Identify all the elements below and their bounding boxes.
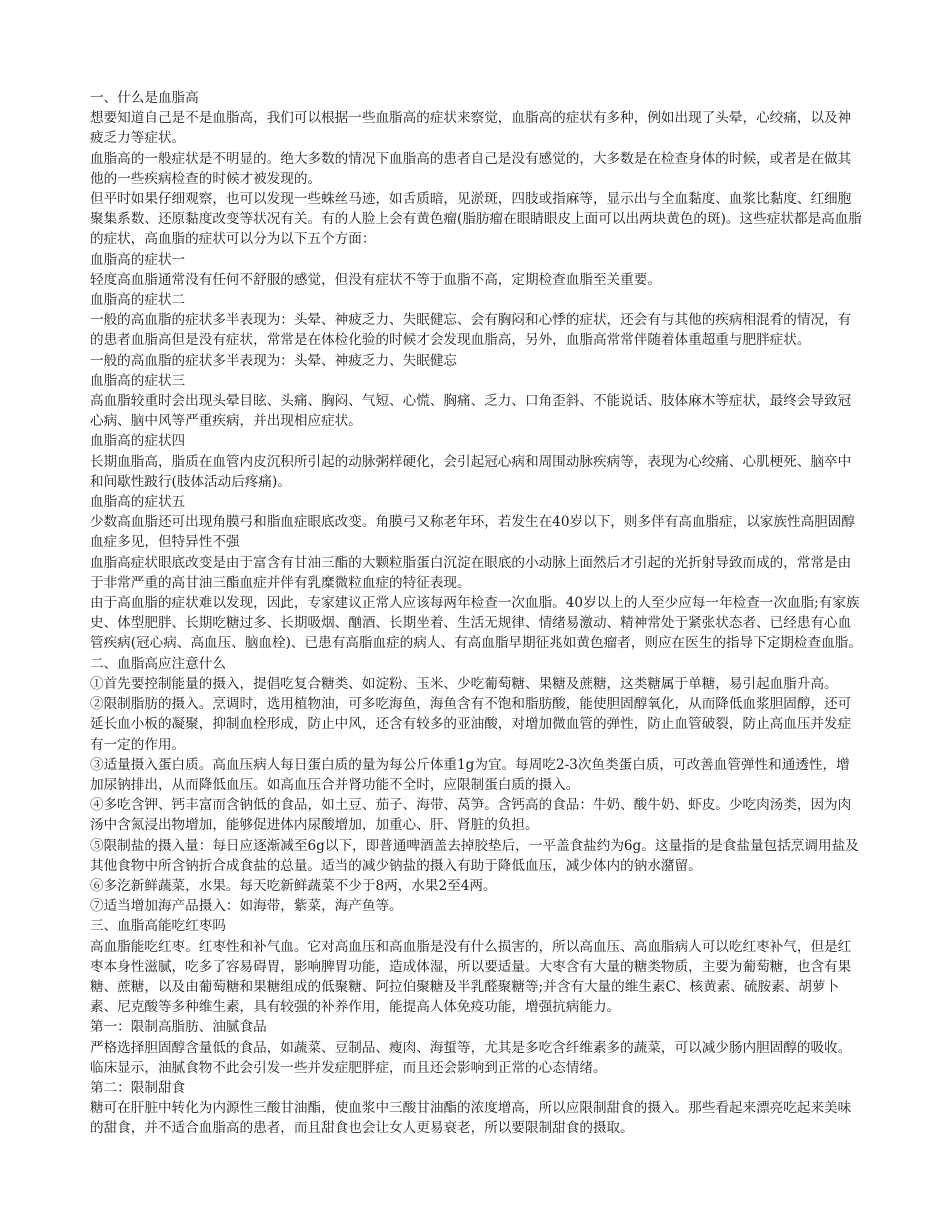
paragraph: 糖可在肝脏中转化为内源性三酸甘油酯，使血浆中三酸甘油酯的浓度增高，所以应限制甜食的摄入。那些看起来漂亮吃起来美味的甜食，并不适合血脂高的患者，而且甜食也会让女人更易衰老，所以要限制甜食的摄取。 bbox=[90, 1100, 852, 1137]
subheading: 第二：限制甜食 bbox=[90, 1079, 186, 1096]
subheading: 血脂高的症状三 bbox=[90, 372, 186, 389]
paragraph: 但平时如果仔细观察，也可以发现一些蛛丝马迹，如舌质暗，见淤斑，四肢或指麻等，显示出与全血黏度、血浆比黏度、红细胞聚集系数、还原黏度改变等状况有关。有的人脸上会有黄色瘤(脂肪瘤在眼睛眼皮上面可以出两块黄色的斑)。这些症状都是高血脂的症状，高血脂的症状可以分为以下五个方面： bbox=[90, 191, 862, 248]
list-item: ④多吃含钾、钙丰富而含钠低的食品，如土豆、茄子、海带、莴笋。含钙高的食品：牛奶、酸牛奶、虾皮。少吃肉汤类，因为肉汤中含氮浸出物增加，能够促进体内尿酸增加，加重心、肝、肾脏的负担。 bbox=[90, 797, 852, 834]
paragraph: 一般的高血脂的症状多半表现为：头晕、神疲乏力、失眠健忘 bbox=[90, 352, 458, 369]
paragraph: 想要知道自己是不是血脂高，我们可以根据一些血脂高的症状来察觉，血脂高的症状有多种，例如出现了头晕，心绞痛，以及神疲乏力等症状。 bbox=[90, 110, 852, 147]
subheading: 血脂高的症状二 bbox=[90, 292, 186, 309]
paragraph: 一般的高血脂的症状多半表现为：头晕、神疲乏力、失眠健忘、会有胸闷和心悸的症状，还会有与其他的疾病相混肴的情况，有的患者血脂高但是没有症状，常常是在体检化验的时候才会发现血脂高，另外，血脂高常常伴随着体重超重与肥胖症状。 bbox=[90, 312, 852, 349]
paragraph: 血脂高的一般症状是不明显的。绝大多数的情况下血脂高的患者自己是没有感觉的，大多数是在检查身体的时候，或者是在做其他的一些疾病检查的时候才被发现的。 bbox=[90, 150, 852, 187]
list-item: ①首先要控制能量的摄入，提倡吃复合糖类、如淀粉、玉米、少吃葡萄糖、果糖及蔗糖，这类糖属于单糖，易引起血脂升高。 bbox=[90, 675, 838, 692]
paragraph: 长期血脂高，脂质在血管内皮沉积所引起的动脉粥样硬化，会引起冠心病和周围动脉疾病等，表现为心绞痛、心肌梗死、脑卒中和间歇性跛行(肢体活动后疼痛)。 bbox=[90, 453, 852, 490]
section-heading: 三、血脂高能吃红枣吗 bbox=[90, 918, 226, 935]
subheading: 血脂高的症状四 bbox=[90, 433, 186, 450]
subheading: 血脂高的症状五 bbox=[90, 494, 186, 511]
paragraph: 高血脂能吃红枣。红枣性和补气血。它对高血压和高血脂是没有什么损害的，所以高血压、高血脂病人可以吃红枣补气，但是红枣本身性滋腻，吃多了容易碍胃，影响脾胃功能，造成体湿，所以要适量。大枣含有大量的糖类物质，主要为葡萄糖，也含有果糖、蔗糖，以及由葡萄糖和果糖组成的低聚糖、阿拉伯聚糖及半乳醛聚糖等;并含有大量的维生素C、核黄素、硫胺素、胡萝卜素、尼克酸等多种维生素，具有较强的补养作用，能提高人体免疫功能，增强抗病能力。 bbox=[90, 938, 852, 1016]
subheading: 血脂高的症状一 bbox=[90, 251, 186, 268]
list-item: ⑥多汔新鲜蔬菜，水果。每天吃新鲜蔬菜不少于8两，水果2至4两。 bbox=[90, 877, 497, 894]
list-item: ③适量摄入蛋白质。高血压病人每日蛋白质的量为每公斤体重1g为宜。每周吃2-3次鱼类蛋白质，可改善血管弹性和通透性，增加尿钠排出，从而降低血压。如高血压合并肾功能不全时，应限制蛋白质的摄入。 bbox=[90, 756, 850, 793]
section-heading: 一、什么是血脂高 bbox=[90, 90, 199, 106]
paragraph: 轻度高血脂通常没有任何不舒服的感觉，但没有症状不等于血脂不高，定期检查血脂至关重要。 bbox=[90, 271, 661, 288]
paragraph: 血脂高症状眼底改变是由于富含有甘油三酯的大颗粒脂蛋白沉淀在眼底的小动脉上面然后才引起的光折射导致而成的，常常是由于非常严重的高甘油三酯血症并伴有乳糜微粒血症的特征表现。 bbox=[90, 554, 852, 591]
list-item: ②限制脂肪的摄入。烹调时，选用植物油，可多吃海鱼，海鱼含有不饱和脂肪酸，能使胆固醇氧化，从而降低血浆胆固醇，还可延长血小板的凝聚，抑制血栓形成，防止中风，还含有较多的亚油酸，对增加微血管的弹性，防止血管破裂，防止高血压并发症有一定的作用。 bbox=[90, 696, 852, 753]
section-heading: 二、血脂高应注意什么 bbox=[90, 655, 226, 672]
paragraph: 高血脂较重时会出现头晕目眩、头痛、胸闷、气短、心慌、胸痛、乏力、口角歪斜、不能说话、肢体麻木等症状，最终会导致冠心病、脑中风等严重疾病，并出现相应症状。 bbox=[90, 393, 852, 430]
paragraph: 少数高血脂还可出现角膜弓和脂血症眼底改变。角膜弓又称老年环，若发生在40岁以下，则多伴有高血脂症，以家族性高胆固醇血症多见，但特异性不强 bbox=[90, 514, 855, 551]
list-item: ⑦适当增加海产品摄入：如海带，紫菜，海产鱼等。 bbox=[90, 898, 403, 915]
paragraph: 由于高血脂的症状难以发现，因此，专家建议正常人应该每两年检查一次血脂。40岁以上的人至少应每一年检查一次血脂;有家族史、体型肥胖、长期吃糖过多、长期吸烟、酗酒、长期坐着、生活无规律、情绪易激动、精神常处于紧张状态者、已经患有心血管疾病(冠心病、高血压、脑血栓)、已患有高脂血症的病人、有高血脂早期征兆如黄色瘤者，则应在医生的指导下定期检查血脂。 bbox=[90, 595, 862, 652]
subheading: 第一：限制高脂肪、油腻食品 bbox=[90, 1019, 267, 1036]
paragraph: 严格选择胆固醇含量低的食品，如蔬菜、豆制品、瘦肉、海蜇等，尤其是多吃含纤维素多的蔬菜，可以减少肠内胆固醇的吸收。临床显示，油腻食物不此会引发一些并发症肥胖症，而且还会影响到正常的心态情绪。 bbox=[90, 1039, 852, 1076]
list-item: ⑤限制盐的摄入量：每日应逐渐减至6g以下，即普通啤酒盖去掉胶垫后，一平盖食盐约为6g。这量指的是食盐量包括烹调用盐及其他食物中所含钠折合成食盐的总量。适当的减少钠盐的摄入有助于降低血压，减少体内的钠水潴留。 bbox=[90, 837, 859, 874]
